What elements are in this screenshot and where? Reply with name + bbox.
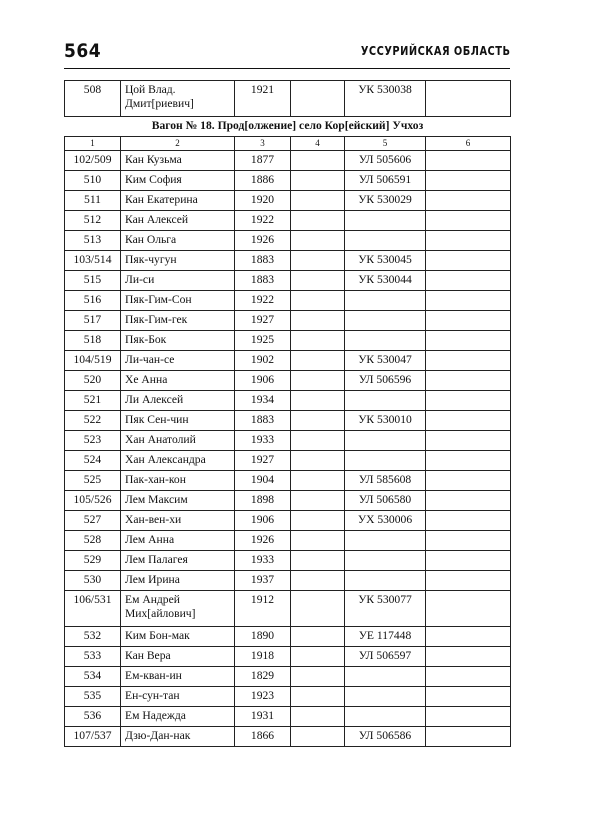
row-col6 [426, 81, 511, 117]
row-col6 [426, 371, 511, 391]
row-name [121, 531, 235, 551]
row-name [121, 551, 235, 571]
name-line: Ен-сун-тан [125, 689, 180, 702]
name-line: Кан Кузьма [125, 153, 182, 166]
register-table [64, 80, 511, 747]
table-row [65, 271, 511, 291]
row-year: 1886 [235, 171, 291, 191]
column-number: 3 [235, 137, 291, 151]
name-line: Ким Бон-мак [125, 629, 190, 642]
row-col6 [426, 411, 511, 431]
row-col4 [291, 451, 345, 471]
row-col6 [426, 627, 511, 647]
row-name [121, 331, 235, 351]
row-col6 [426, 727, 511, 747]
row-name [121, 151, 235, 171]
name-line: Мих[айлович] [125, 607, 196, 620]
row-number: 530 [65, 571, 121, 591]
row-number: 532 [65, 627, 121, 647]
row-year: 1927 [235, 311, 291, 331]
row-col6 [426, 151, 511, 171]
row-document [345, 707, 426, 727]
row-document [345, 687, 426, 707]
row-document: УЛ 506591 [345, 171, 426, 191]
row-name [121, 627, 235, 647]
row-number: 515 [65, 271, 121, 291]
row-name [121, 251, 235, 271]
row-year: 1921 [235, 81, 291, 117]
table-row [65, 707, 511, 727]
row-number: 510 [65, 171, 121, 191]
row-year: 1883 [235, 251, 291, 271]
section-title: Вагон № 18. Прод[олжение] село Кор[ейский] Учхоз [65, 117, 511, 137]
row-number: 517 [65, 311, 121, 331]
row-year: 1918 [235, 647, 291, 667]
row-name [121, 311, 235, 331]
row-col6 [426, 451, 511, 471]
row-col6 [426, 591, 511, 627]
row-col4 [291, 391, 345, 411]
row-col4 [291, 491, 345, 511]
row-year: 1933 [235, 551, 291, 571]
row-name [121, 191, 235, 211]
row-document: УК 530045 [345, 251, 426, 271]
row-name [121, 351, 235, 371]
row-col4 [291, 591, 345, 627]
table-row [65, 81, 511, 117]
name-line: Лем Палагея [125, 553, 188, 566]
row-year: 1933 [235, 431, 291, 451]
row-col4 [291, 551, 345, 571]
row-name [121, 451, 235, 471]
table-row [65, 431, 511, 451]
row-col4 [291, 231, 345, 251]
name-line: Кан Екатерина [125, 193, 198, 206]
table-row [65, 491, 511, 511]
row-document: УЛ 506596 [345, 371, 426, 391]
row-col6 [426, 191, 511, 211]
row-year: 1934 [235, 391, 291, 411]
name-line: Хан Александра [125, 453, 206, 466]
name-line: Хан Анатолий [125, 433, 196, 446]
name-line: Лем Ирина [125, 573, 180, 586]
row-year: 1937 [235, 571, 291, 591]
row-year: 1920 [235, 191, 291, 211]
row-col4 [291, 151, 345, 171]
row-col4 [291, 211, 345, 231]
name-line: Ем Надежда [125, 709, 186, 722]
table-row [65, 311, 511, 331]
row-col4 [291, 331, 345, 351]
name-line: Хе Анна [125, 373, 168, 386]
row-document: УЛ 585608 [345, 471, 426, 491]
row-col6 [426, 551, 511, 571]
row-col6 [426, 311, 511, 331]
row-year: 1922 [235, 291, 291, 311]
row-number: 516 [65, 291, 121, 311]
name-line: Дмит[риевич] [125, 97, 194, 110]
row-name [121, 291, 235, 311]
row-col6 [426, 647, 511, 667]
name-line: Дзю-Дан-нак [125, 729, 191, 742]
row-number: 529 [65, 551, 121, 571]
row-number: 535 [65, 687, 121, 707]
table-row [65, 351, 511, 371]
row-number: 533 [65, 647, 121, 667]
table-row [65, 251, 511, 271]
row-col6 [426, 491, 511, 511]
row-number: 107/537 [65, 727, 121, 747]
row-col4 [291, 411, 345, 431]
row-col4 [291, 531, 345, 551]
row-col4 [291, 81, 345, 117]
row-name [121, 491, 235, 511]
row-col6 [426, 531, 511, 551]
row-number: 522 [65, 411, 121, 431]
name-line: Ли Алексей [125, 393, 184, 406]
row-number: 523 [65, 431, 121, 451]
row-col6 [426, 211, 511, 231]
row-year: 1912 [235, 591, 291, 627]
row-document: УЛ 506586 [345, 727, 426, 747]
row-name [121, 371, 235, 391]
row-name [121, 81, 235, 117]
row-year: 1931 [235, 707, 291, 727]
row-year: 1898 [235, 491, 291, 511]
row-number: 104/519 [65, 351, 121, 371]
row-col4 [291, 271, 345, 291]
row-document [345, 531, 426, 551]
table-row [65, 391, 511, 411]
row-col4 [291, 667, 345, 687]
row-document: УК 530047 [345, 351, 426, 371]
row-document: УЛ 506580 [345, 491, 426, 511]
row-document [345, 431, 426, 451]
name-line: Лем Максим [125, 493, 188, 506]
column-number-row [65, 137, 511, 151]
row-year: 1906 [235, 371, 291, 391]
row-year: 1923 [235, 687, 291, 707]
column-number: 6 [426, 137, 511, 151]
row-col6 [426, 687, 511, 707]
row-number: 520 [65, 371, 121, 391]
row-document [345, 231, 426, 251]
table-row [65, 551, 511, 571]
name-line: Пяк-Гим-Сон [125, 293, 192, 306]
name-line: Ем Андрей [125, 593, 180, 606]
table-row [65, 371, 511, 391]
table-row [65, 591, 511, 627]
row-col4 [291, 291, 345, 311]
row-document: УК 530029 [345, 191, 426, 211]
name-line: Ем-кван-ин [125, 669, 182, 682]
name-line: Кан Вера [125, 649, 171, 662]
row-year: 1829 [235, 667, 291, 687]
row-document [345, 551, 426, 571]
row-year: 1925 [235, 331, 291, 351]
row-year: 1926 [235, 531, 291, 551]
row-number: 103/514 [65, 251, 121, 271]
row-col6 [426, 351, 511, 371]
row-col6 [426, 471, 511, 491]
name-line: Ли-си [125, 273, 155, 286]
row-document [345, 311, 426, 331]
row-name [121, 391, 235, 411]
row-document: УК 530077 [345, 591, 426, 627]
row-col4 [291, 707, 345, 727]
row-col6 [426, 171, 511, 191]
row-col6 [426, 707, 511, 727]
row-name [121, 571, 235, 591]
name-line: Пяк-Бок [125, 333, 167, 346]
table-row [65, 151, 511, 171]
row-name [121, 211, 235, 231]
row-document: УК 530038 [345, 81, 426, 117]
row-number: 511 [65, 191, 121, 211]
row-document [345, 331, 426, 351]
row-col4 [291, 351, 345, 371]
row-year: 1866 [235, 727, 291, 747]
table-row [65, 531, 511, 551]
row-col4 [291, 431, 345, 451]
row-col4 [291, 311, 345, 331]
row-name [121, 647, 235, 667]
row-number: 525 [65, 471, 121, 491]
row-year: 1927 [235, 451, 291, 471]
name-line: Хан-вен-хи [125, 513, 182, 526]
row-document [345, 291, 426, 311]
row-col6 [426, 291, 511, 311]
row-document [345, 571, 426, 591]
row-col4 [291, 511, 345, 531]
row-document: УК 530044 [345, 271, 426, 291]
row-col4 [291, 571, 345, 591]
row-number: 512 [65, 211, 121, 231]
row-document [345, 667, 426, 687]
row-col4 [291, 471, 345, 491]
row-year: 1922 [235, 211, 291, 231]
table-row [65, 211, 511, 231]
row-year: 1877 [235, 151, 291, 171]
table-row [65, 647, 511, 667]
table-row [65, 451, 511, 471]
name-line: Кан Ольга [125, 233, 177, 246]
table-row [65, 411, 511, 431]
table-row [65, 571, 511, 591]
row-col6 [426, 231, 511, 251]
row-year: 1890 [235, 627, 291, 647]
row-number: 534 [65, 667, 121, 687]
table-row [65, 331, 511, 351]
row-number: 524 [65, 451, 121, 471]
row-col4 [291, 727, 345, 747]
row-col4 [291, 191, 345, 211]
column-number: 1 [65, 137, 121, 151]
row-year: 1926 [235, 231, 291, 251]
column-number: 4 [291, 137, 345, 151]
row-col4 [291, 251, 345, 271]
row-number: 518 [65, 331, 121, 351]
row-col6 [426, 251, 511, 271]
running-title: УССУРИЙСКАЯ ОБЛАСТЬ [360, 44, 510, 58]
row-col4 [291, 647, 345, 667]
row-number: 105/526 [65, 491, 121, 511]
row-number: 508 [65, 81, 121, 117]
table-row [65, 471, 511, 491]
table-row [65, 727, 511, 747]
table-row [65, 291, 511, 311]
row-name [121, 431, 235, 451]
row-name [121, 511, 235, 531]
row-year: 1883 [235, 411, 291, 431]
row-number: 528 [65, 531, 121, 551]
page-header [64, 40, 510, 69]
name-line: Пяк-Гим-гек [125, 313, 188, 326]
row-col4 [291, 627, 345, 647]
row-year: 1904 [235, 471, 291, 491]
row-name [121, 271, 235, 291]
row-number: 106/531 [65, 591, 121, 627]
row-name [121, 727, 235, 747]
row-name [121, 411, 235, 431]
name-line: Лем Анна [125, 533, 175, 546]
name-line: Пяк Сен-чин [125, 413, 189, 426]
row-document: УЕ 117448 [345, 627, 426, 647]
row-col6 [426, 271, 511, 291]
row-col6 [426, 431, 511, 451]
row-number: 521 [65, 391, 121, 411]
row-name [121, 171, 235, 191]
table-row [65, 627, 511, 647]
name-line: Цой Влад. [125, 83, 176, 96]
row-number: 536 [65, 707, 121, 727]
table-row [65, 511, 511, 531]
row-col4 [291, 687, 345, 707]
row-name [121, 231, 235, 251]
name-line: Ли-чан-се [125, 353, 175, 366]
row-name [121, 471, 235, 491]
column-number: 2 [121, 137, 235, 151]
row-number: 527 [65, 511, 121, 531]
row-col6 [426, 331, 511, 351]
row-document [345, 211, 426, 231]
row-document [345, 451, 426, 471]
row-year: 1906 [235, 511, 291, 531]
name-line: Ким София [125, 173, 182, 186]
row-col6 [426, 571, 511, 591]
table-row [65, 667, 511, 687]
name-line: Кан Алексей [125, 213, 189, 226]
page-number: 564 [64, 40, 102, 62]
row-name [121, 687, 235, 707]
row-number: 513 [65, 231, 121, 251]
row-document: УЛ 506597 [345, 647, 426, 667]
row-document [345, 391, 426, 411]
row-year: 1902 [235, 351, 291, 371]
row-col6 [426, 391, 511, 411]
name-line: Пяк-чугун [125, 253, 177, 266]
row-name [121, 667, 235, 687]
row-document: УХ 530006 [345, 511, 426, 531]
row-col4 [291, 171, 345, 191]
row-col6 [426, 511, 511, 531]
row-col6 [426, 667, 511, 687]
section-heading-row [65, 117, 511, 137]
row-name [121, 707, 235, 727]
row-document: УК 530010 [345, 411, 426, 431]
row-year: 1883 [235, 271, 291, 291]
table-row [65, 191, 511, 211]
row-name [121, 591, 235, 627]
row-document: УЛ 505606 [345, 151, 426, 171]
table-row [65, 687, 511, 707]
column-number: 5 [345, 137, 426, 151]
table-row [65, 231, 511, 251]
table-row [65, 171, 511, 191]
row-number: 102/509 [65, 151, 121, 171]
name-line: Пак-хан-кон [125, 473, 186, 486]
row-col4 [291, 371, 345, 391]
